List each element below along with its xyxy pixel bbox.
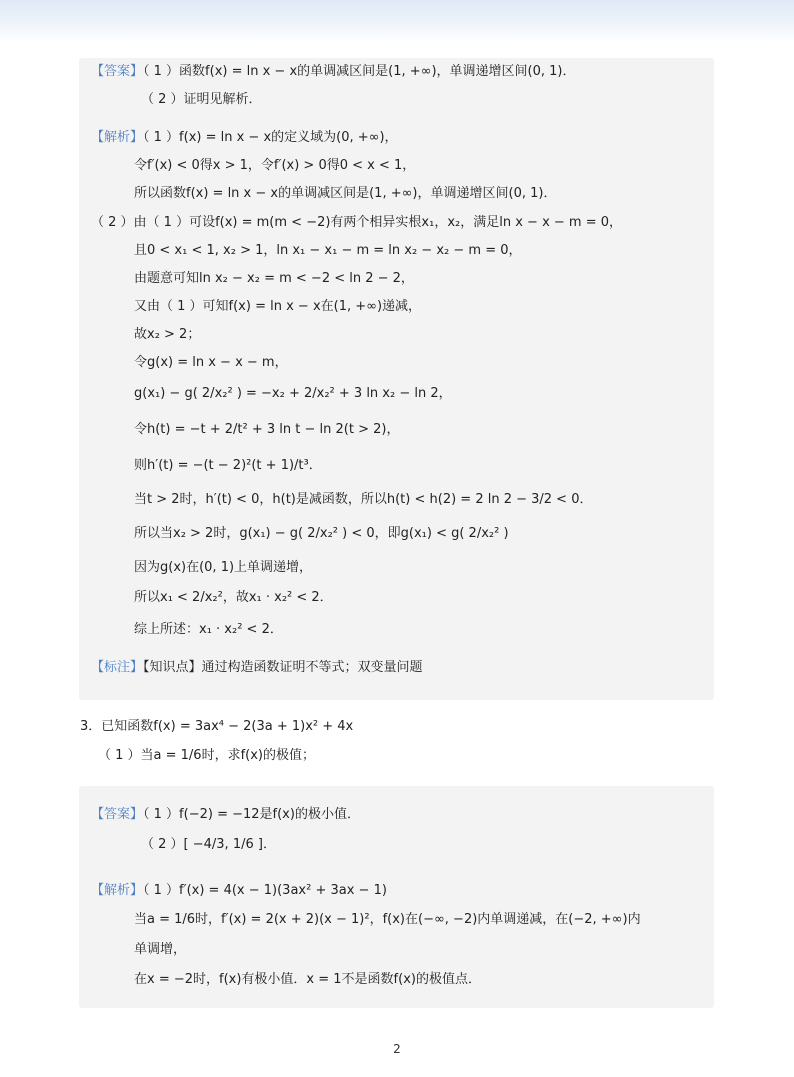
analysis-line-8: 故x₂ > 2； [134, 327, 201, 342]
analysis-line-16: 所以x₁ < 2/x₂²，故x₁ · x₂² < 2． [134, 590, 333, 605]
note-tag: 【标注】 [91, 660, 144, 675]
analysis-line-3: 单调增， [134, 942, 187, 957]
answer-line-1: 【答案】（ 1 ）f(−2) = −12是f(x)的极小值． [91, 807, 360, 822]
analysis-line-12: 则h′(t) = −(t − 2)²(t + 1)/t³． [134, 458, 322, 473]
analysis-line-5: 且0 < x₁ < 1, x₂ > 1，ln x₁ − x₁ − m = ln x₂ − x₂ − m = 0， [134, 243, 522, 258]
answer-tag: 【答案】 [91, 807, 144, 822]
analysis-line-3: 所以函数f(x) = ln x − x的单调减区间是(1, +∞)，单调递增区间(0, 1)． [134, 186, 557, 201]
analysis-line-14: 所以当x₂ > 2时，g(x₁) − g( 2/x₂² ) < 0，即g(x₁) < g( 2/x₂² ) [134, 526, 509, 541]
note-line: 【标注】【知识点】通过构造函数证明不等式；双变量问题 [91, 660, 423, 675]
analysis-line-4: 在x = −2时，f(x)有极小值．x = 1不是函数f(x)的极值点． [134, 972, 481, 987]
page-header-band [0, 0, 794, 42]
analysis-line-9: 令g(x) = ln x − x − m， [134, 355, 288, 370]
analysis-line-17: 综上所述：x₁ · x₂² < 2． [134, 622, 283, 637]
analysis-line-1: 【解析】（ 1 ）f(x) = ln x − x的定义域为(0, +∞)， [91, 130, 398, 145]
analysis-line-13: 当t > 2时，h′(t) < 0，h(t)是减函数，所以h(t) < h(2) = 2 ln 2 − 3/2 < 0． [134, 492, 593, 507]
page-number: 2 [393, 1042, 401, 1056]
analysis-line-2: 令f′(x) < 0得x > 1，令f′(x) > 0得0 < x < 1， [134, 158, 416, 173]
analysis-line-2: 当a = 1/6时，f′(x) = 2(x + 2)(x − 1)²，f(x)在(−∞, −2)内单调递减，在(−2, +∞)内 [134, 912, 641, 927]
answer-line-1: 【答案】（ 1 ）函数f(x) = ln x − x的单调减区间是(1, +∞)，单调递增区间(0, 1)． [91, 64, 576, 79]
answer-tag: 【答案】 [91, 64, 144, 79]
analysis-line-10: g(x₁) − g( 2/x₂² ) = −x₂ + 2/x₂² + 3 ln x₂ − ln 2， [134, 386, 452, 401]
analysis-tag: 【解析】 [91, 883, 144, 898]
answer-line-2: （ 2 ）[ −4/3, 1/6 ]． [141, 837, 276, 852]
analysis-line-15: 因为g(x)在(0, 1)上单调递增， [134, 560, 313, 575]
analysis-line-1: 【解析】（ 1 ）f′(x) = 4(x − 1)(3ax² + 3ax − 1) [91, 883, 387, 898]
analysis-tag: 【解析】 [91, 130, 144, 145]
problem-3-part-1: （ 1 ）当a = 1/6时，求f(x)的极值； [98, 748, 315, 763]
analysis-line-4: （ 2 ）由（ 1 ）可设f(x) = m(m < −2)有两个相异实根x₁，x₂，满足ln x − x − m = 0， [91, 215, 623, 230]
analysis-line-7: 又由（ 1 ）可知f(x) = ln x − x在(1, +∞)递减， [134, 299, 422, 314]
problem-3-stem: 3．已知函数f(x) = 3ax⁴ − 2(3a + 1)x² + 4x [80, 719, 354, 734]
analysis-line-6: 由题意可知ln x₂ − x₂ = m < −2 < ln 2 − 2， [134, 271, 414, 286]
answer-line-2: （ 2 ）证明见解析． [141, 92, 262, 107]
analysis-line-11: 令h(t) = −t + 2/t² + 3 ln t − ln 2(t > 2)， [134, 422, 400, 437]
